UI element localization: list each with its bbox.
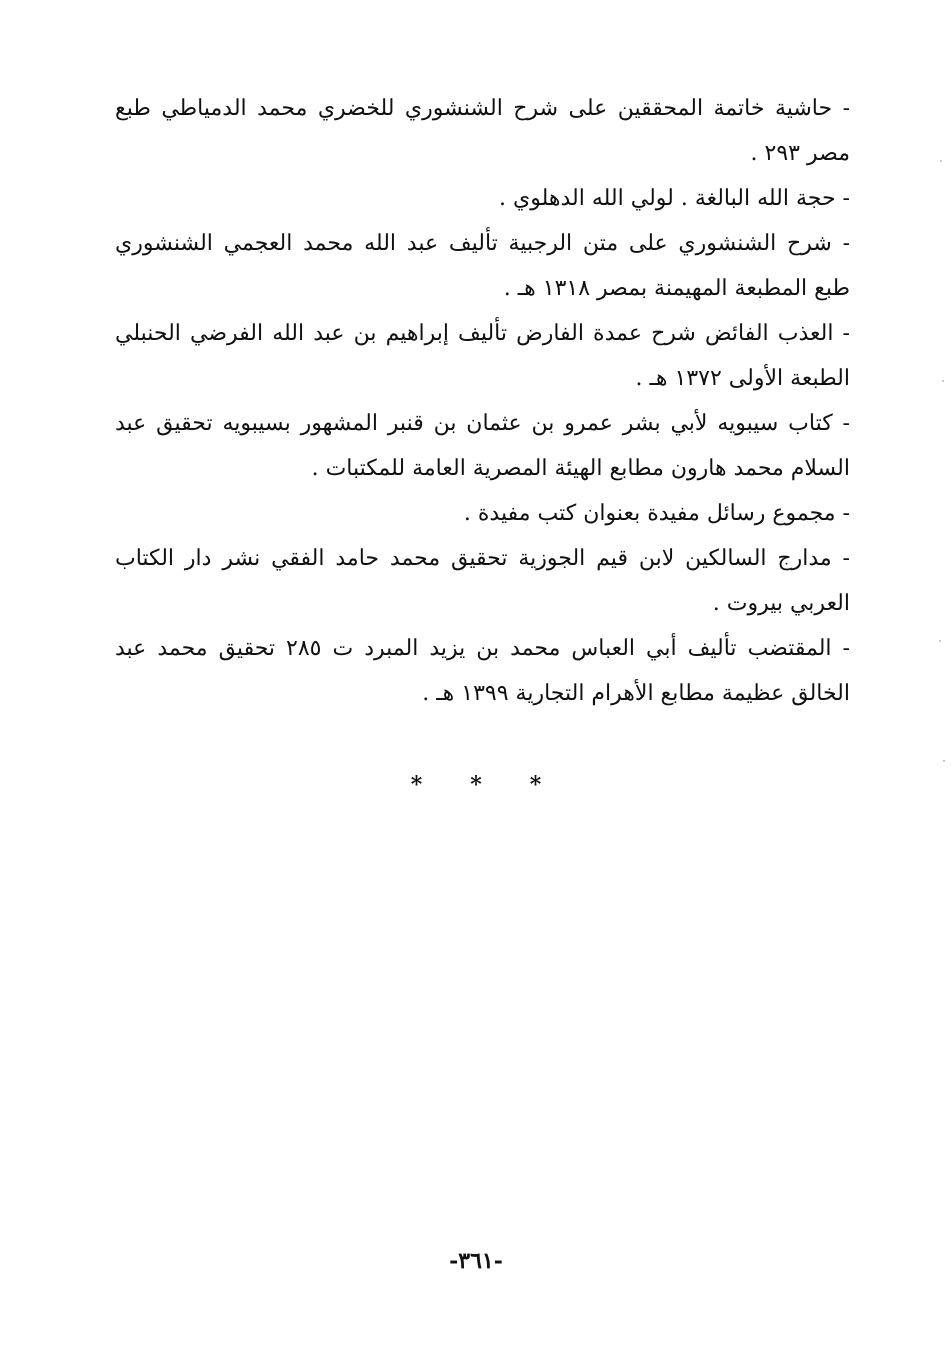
- reference-item: - كتاب سيبويه لأبي بشر عمرو بن عثمان بن قنبر المشهور بسيبويه تحقيق عبد السلام محمد هارون مطابع الهيئة المصرية العامة للمكتبات .: [115, 411, 850, 481]
- separator-asterisk: *: [470, 772, 482, 798]
- reference-item: - المقتضب تأليف أبي العباس محمد بن يزيد المبرد ت ٢٨٥ تحقيق محمد عبد الخالق عظيمة مطابع الأهرام التجارية ١٣٩٩ هـ .: [115, 636, 850, 706]
- reference-item: - حجة الله البالغة . لولي الله الدهلوي .: [499, 186, 850, 211]
- reference-list: [115, 86, 850, 716]
- reference-item: - مدارج السالكين لابن قيم الجوزية تحقيق محمد حامد الفقي نشر دار الكتاب العربي بيروت .: [115, 546, 850, 616]
- scan-specks: [938, 120, 948, 820]
- reference-item: - حاشية خاتمة المحققين على شرح الشنشوري للخضري محمد الدمياطي طبع مصر ٢٩٣ .: [115, 96, 850, 166]
- page-number: -٣٦١-: [449, 1248, 503, 1274]
- section-separator: [0, 772, 952, 812]
- reference-item: - مجموع رسائل مفيدة بعنوان كتب مفيدة .: [463, 501, 850, 526]
- reference-item: - شرح الشنشوري على متن الرجبية تأليف عبد الله محمد العجمي الشنشوري طبع المطبعة المهيمنة بمصر ١٣١٨ هـ .: [115, 231, 850, 301]
- separator-asterisk: *: [529, 772, 542, 798]
- reference-item: - العذب الفائض شرح عمدة الفارض تأليف إبراهيم بن عبد الله الفرضي الحنبلي الطبعة الأولى ١٣٧٢ هـ .: [115, 321, 850, 391]
- separator-asterisk: *: [410, 772, 423, 798]
